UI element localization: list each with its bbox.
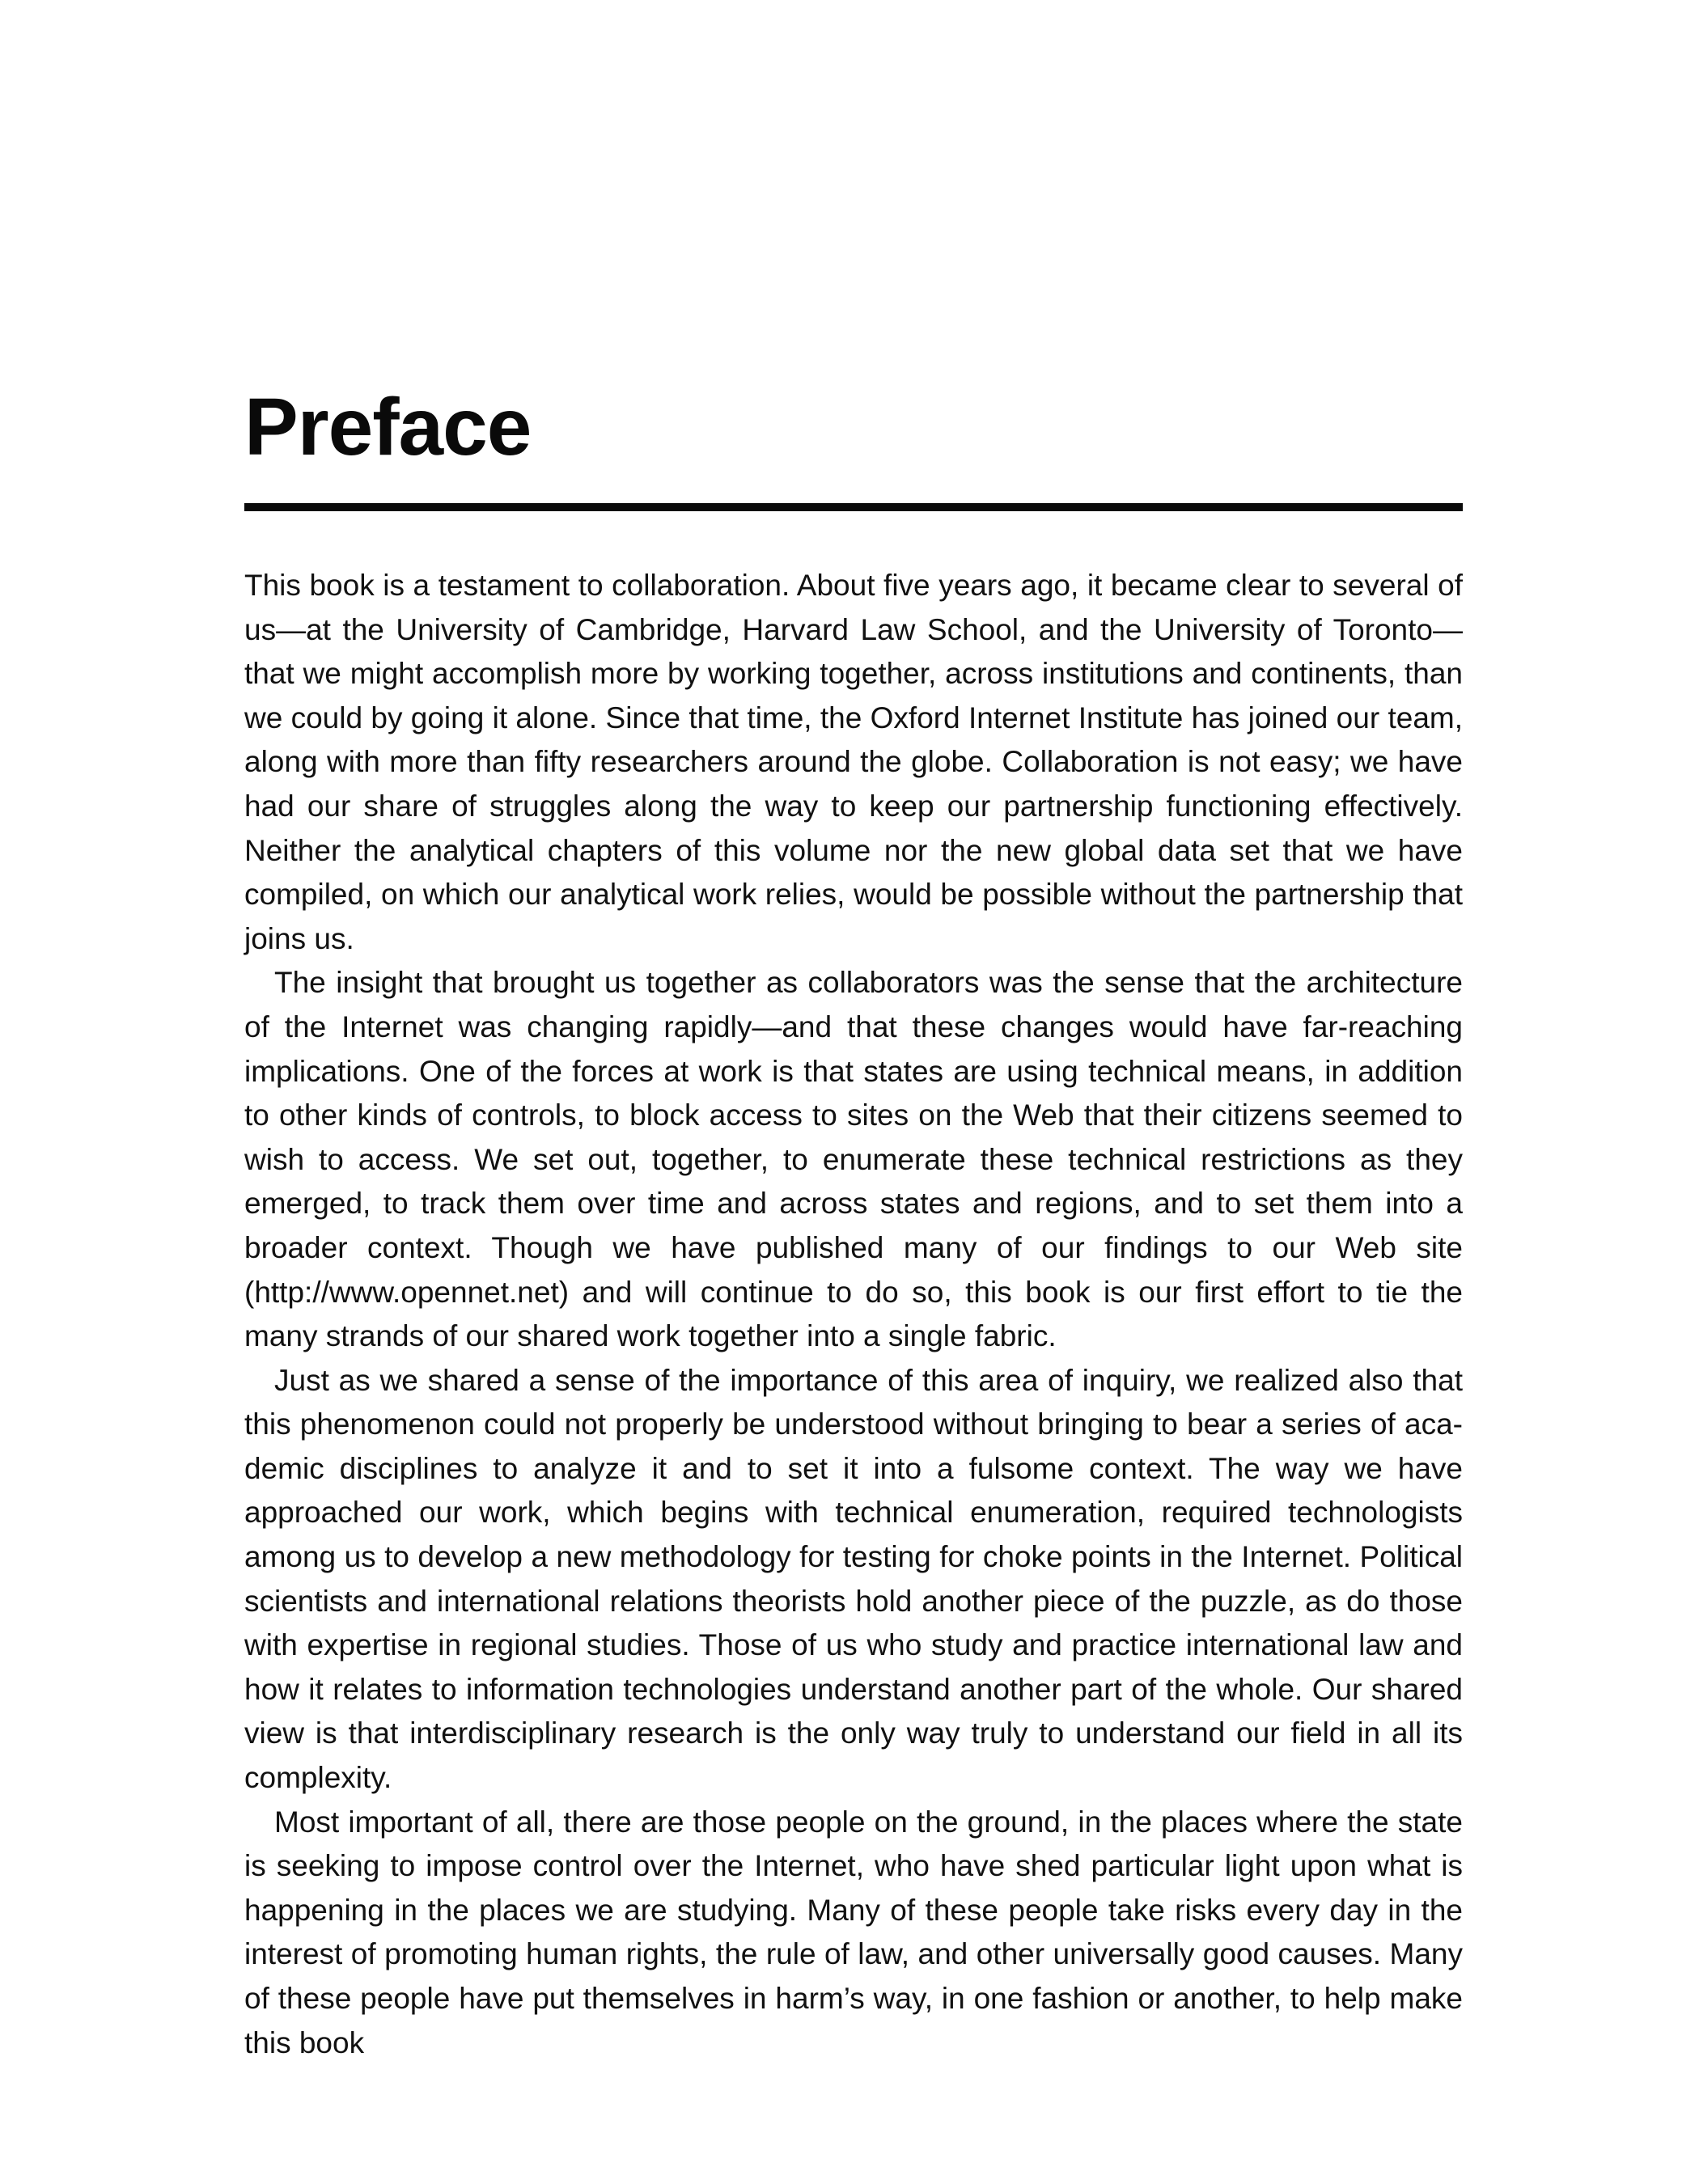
heading-rule — [244, 503, 1463, 511]
paragraph-1: This book is a testament to collaboration. About five years ago, it became clear to several of us—at the University of Cambridge, Harvard Law School, and the University of Toronto—that we might accomplish more by working together, across institutions and continents, than we could by going it alone. Since that time, the Oxford Internet Institute has joined our team, along with more than fifty researchers around the globe. Collaboration is not easy; we have had our share of struggles along the way to keep our partnership functioning effectively. Neither the analytical chapters of this volume nor the new global data set that we have compiled, on which our analytical work relies, would be possible without the partnership that joins us. — [244, 569, 1463, 955]
page-title: Preface — [244, 382, 532, 472]
paragraph-3: Just as we shared a sense of the importance of this area of inquiry, we realized also that this phenomenon could not properly be understood without bringing to bear a series of academic disciplines to analyze it and to set it into a fulsome context. The way we have approached our work, which begins with technical enumeration, required technologists among us to develop a new methodology for testing for choke points in the Internet. Political scientists and international relations theorists hold another piece of the puzzle, as do those with expertise in regional studies. Those of us who study and practice international law and how it relates to information technologies understand another part of the whole. Our shared view is that interdisciplinary research is the only way truly to understand our field in all its complexity. — [244, 1363, 1463, 1795]
paragraph-2: The insight that brought us together as collaborators was the sense that the architecture of the Internet was changing rapidly—and that these changes would have far-reaching implications. One of the forces at work is that states are using technical means, in addition to other kinds of controls, to block access to sites on the Web that their citizens seemed to wish to access. We set out, together, to enumerate these technical restrictions as they emerged, to track them over time and across states and regions, and to set them into a broader context. Though we have published many of our findings to our Web site (http://www.opennet.net) and will continue to do so, this book is our first effort to tie the many strands of our shared work together into a single fabric. — [244, 966, 1463, 1353]
paragraph-4: Most important of all, there are those people on the ground, in the places where the state is seeking to impose control over the Internet, who have shed particular light upon what is happening in the places we are studying. Many of these people take risks every day in the interest of promoting human rights, the rule of law, and other universally good causes. Many of these people have put themselves in harm’s way, in one fashion or another, to help make this book — [244, 1805, 1463, 2059]
body-text — [244, 564, 1463, 2065]
